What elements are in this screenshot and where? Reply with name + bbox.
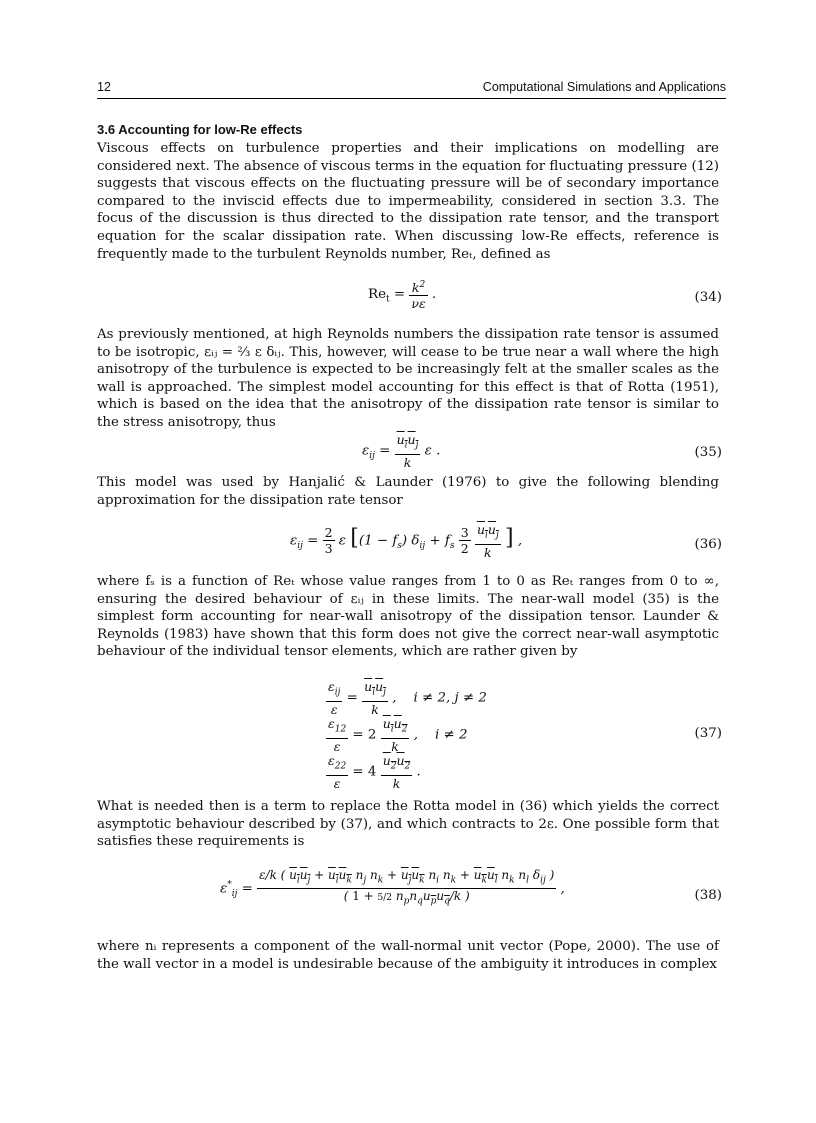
equation-36: $\varepsilon_{ij}$ = $\frac{2}{3}$ ε [$(1 - f_s)$ $\delta_{ij} + f_s$ $\frac{3}{2}$ $\frac{u_iu_j}{k}$ ] , xyxy=(290,522,523,560)
equation-38: $\varepsilon^*_{ij}$ = $\frac{\varepsilon/k ( u_iu_j + u_iu_k n_j n_k + u_ju_k n_i n_k + u_ku_l n_k n_l \delta_{ij} )}{( 1 + 5/2 n_pn_qu_pu_q/k )}$ , xyxy=(220,868,565,907)
paragraph: where nᵢ represents a component of the wall-normal unit vector (Pope, 2000). The use of the wall vector in a model is undesirable because of the ambiguity it introduces in complex xyxy=(97,939,719,972)
paragraph: Viscous effects on turbulence properties and their implications on modelling are considered next. The absence of viscous terms in the equation for fluctuating pressure (12) suggests that viscous effects on the fluctuating pressure will be of secondary importance compared to the inviscid effects due to impermeability, considered in section 3.3. The focus of the discussion is thus directed to the dissipation rate tensor, and the transport equation for the scalar dissipation rate. When discussing low-Re effects, reference is frequently made to the turbulent Reynolds number, Reₜ, defined as xyxy=(97,141,719,262)
running-title: Computational Simulations and Applications xyxy=(482,80,726,94)
page-header xyxy=(97,80,726,99)
paragraph: where fₛ is a function of Reₜ whose value ranges from 1 to 0 as Reₜ ranges from 0 to ∞, ensuring the desired behaviour of εᵢⱼ in these limits. The near-wall model (35) is the simplest form accounting for near-wall anisotropy of the dissipation tensor. Launder & Reynolds (1983) have shown that this form does not give the correct near-wall asymptotic behaviour of the individual tensor elements, which are rather given by xyxy=(97,574,719,660)
equation-number: (34) xyxy=(694,290,722,305)
equation-number: (37) xyxy=(694,726,722,741)
paragraph: This model was used by Hanjalić & Launder (1976) to give the following blending approximation for the dissipation rate tensor xyxy=(97,475,719,508)
equation-37-row3: $\frac{\varepsilon_{22}}{\varepsilon}$ = 4 $\frac{u_2u_2}{k}$ . xyxy=(328,753,421,791)
paragraph: As previously mentioned, at high Reynolds numbers the dissipation rate tensor is assumed to be isotropic, εᵢⱼ = ⅔ ε δᵢⱼ. This, however, will cease to be true near a wall where the high anisotropy of the turbulence is expected to be increasingly felt at the smaller scales as the wall is approached. The simplest model accounting for this effect is that of Rotta (1951), which is based on the idea that the anisotropy of the dissipation rate tensor is similar to the stress anisotropy, thus xyxy=(97,327,719,430)
equation-37-row2: $\frac{\varepsilon_{12}}{\varepsilon}$ = 2 $\frac{u_iu_2}{k}$ , i ≠ 2 xyxy=(328,716,468,754)
equation-37-row1: $\frac{\varepsilon_{ij}}{\varepsilon}$ = $\frac{u_iu_j}{k}$ , i ≠ 2, j ≠ 2 xyxy=(328,679,487,717)
equation-35: $\varepsilon_{ij}$ = $\frac{u_iu_j}{k}$ ε . xyxy=(362,432,441,470)
equation-number: (38) xyxy=(694,888,722,903)
paragraph: What is needed then is a term to replace the Rotta model in (36) which yields the correct asymptotic behaviour described by (37), and which contracts to 2ε. One possible form that satisfies these requirements is xyxy=(97,799,719,850)
equation-number: (35) xyxy=(694,445,722,460)
equation-34: $Re_t$ = $\frac{k^2}{\nu\varepsilon}$ . xyxy=(368,280,437,312)
page-number: 12 xyxy=(97,80,111,94)
section-title: 3.6 Accounting for low-Re effects xyxy=(97,122,303,137)
equation-number: (36) xyxy=(694,537,722,552)
